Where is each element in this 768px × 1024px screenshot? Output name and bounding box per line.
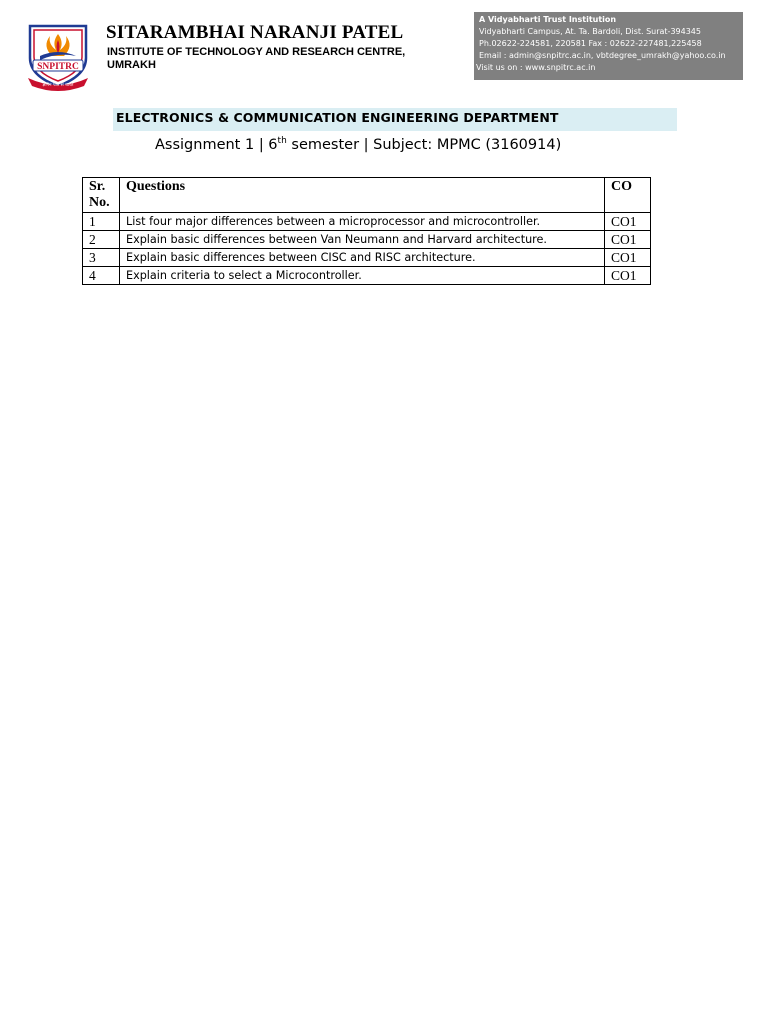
table-header-row (83, 178, 651, 213)
institute-subtitle: INSTITUTE OF TECHNOLOGY AND RESEARCH CENTRE, UMRAKH (107, 46, 406, 71)
trust-name: A Vidyabharti Trust Institution (479, 15, 617, 24)
row-sr-no: 2 (83, 231, 120, 249)
flame-emblem-icon (24, 20, 92, 92)
row-question: Explain basic differences between Van Neumann and Harvard architecture. (120, 231, 605, 249)
address-line: Vidyabharti Campus, At. Ta. Bardoli, Dist. Surat-394345 (479, 27, 701, 36)
table-row (83, 213, 651, 231)
department-title: ELECTRONICS & COMMUNICATION ENGINEERING DEPARTMENT (116, 110, 559, 125)
header-questions: Questions (120, 178, 605, 213)
header-sr-no: Sr. No. (83, 178, 120, 213)
logo-acronym: SNPITRC (37, 62, 79, 72)
row-sr-no: 1 (83, 213, 120, 231)
email-line: Email : admin@snpitrc.ac.in, vbtdegree_umrakh@yahoo.co.in (479, 51, 726, 60)
row-question: List four major differences between a microprocessor and microcontroller. (120, 213, 605, 231)
table-row (83, 231, 651, 249)
assignment-suffix: semester | Subject: MPMC (3160914) (286, 137, 562, 153)
website-line: Visit us on : www.snpitrc.ac.in (476, 63, 596, 72)
row-co: CO1 (605, 249, 651, 267)
contact-info-box (474, 12, 743, 80)
row-sr-no: 3 (83, 249, 120, 267)
row-co: CO1 (605, 213, 651, 231)
row-question: Explain basic differences between CISC and RISC architecture. (120, 249, 605, 267)
logo-motto: ज्ञानेन पति सं धारते (42, 83, 74, 88)
phone-line: Ph.02622-224581, 220581 Fax : 02622-227481,225458 (479, 39, 702, 48)
assignment-superscript: th (277, 136, 287, 146)
questions-table (82, 177, 651, 285)
row-question: Explain criteria to select a Microcontroller. (120, 267, 605, 285)
table-row (83, 267, 651, 285)
table-row (83, 249, 651, 267)
institute-logo (24, 20, 92, 92)
row-sr-no: 4 (83, 267, 120, 285)
institute-name: SITARAMBHAI NARANJI PATEL (106, 22, 404, 43)
department-banner (113, 108, 677, 131)
assignment-prefix: Assignment 1 | 6 (155, 137, 278, 153)
assignment-heading (155, 137, 561, 153)
row-co: CO1 (605, 231, 651, 249)
row-co: CO1 (605, 267, 651, 285)
header-co: CO (605, 178, 651, 213)
